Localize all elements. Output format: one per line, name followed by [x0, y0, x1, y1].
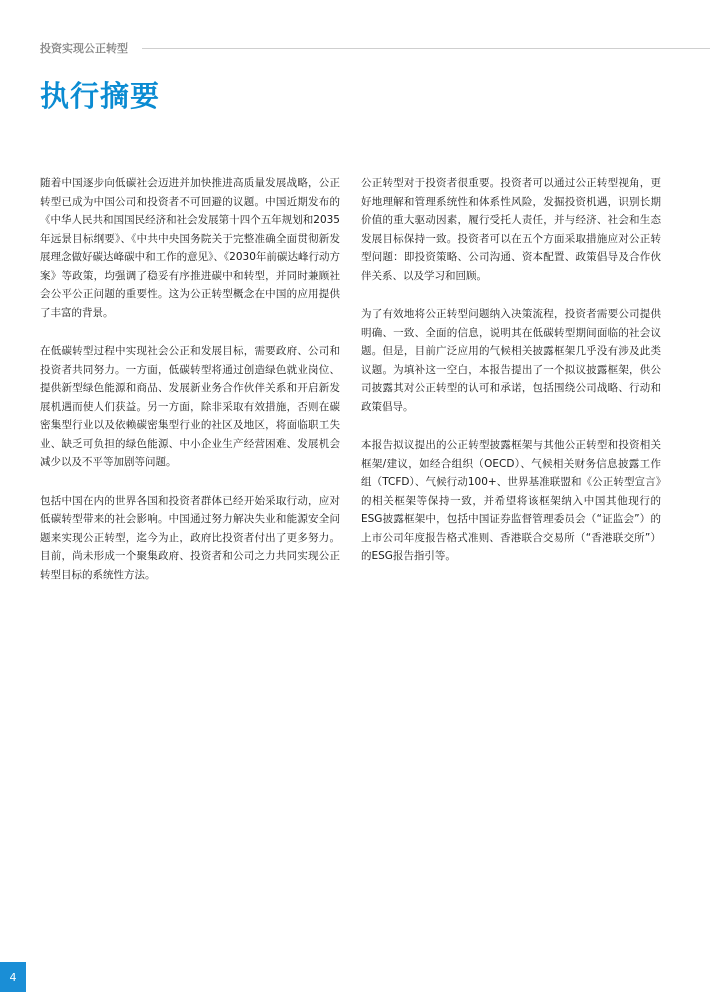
header-divider [142, 48, 710, 49]
running-header [40, 40, 710, 56]
paragraph: 公正转型对于投资者很重要。投资者可以通过公正转型视角，更好地理解和管理系统性和体系性风险，发掘投资机遇，识别长期价值的重大驱动因素，履行受托人责任，并与经济、社会和生态发展目标保持一致。投资者可以在五个方面采取措施应对公正转型问题：即投资策略、公司沟通、资本配置、政策倡导及合作伙伴关系、以及学习和回顾。 [361, 177, 661, 282]
paragraph: 在低碳转型过程中实现社会公正和发展目标，需要政府、公司和投资者共同努力。一方面，低碳转型将通过创造绿色就业岗位、提供新型绿色能源和商品、发展新业务合作伙伴关系和开启新发展机遇而使人们获益。另一方面，除非采取有效措施，否则在碳密集型行业以及依赖碳密集型行业的社区及地区，将面临职工失业、缺乏可负担的绿色能源、中小企业生产经营困难、发展机会减少以及不平等加剧等问题。 [40, 345, 340, 468]
paragraph: 本报告拟议提出的公正转型披露框架与其他公正转型和投资相关框架/建议，如经合组织（OECD）、气候相关财务信息披露工作组（TCFD）、气候行动100+、世界基准联盟和《公正转型宣言》的相关框架等保持一致，并希望将该框架纳入中国其他现行的ESG披露框架中，包括中国证券监督管理委员会（“证监会”）的上市公司年度报告格式准则、香港联合交易所（“香港联交所”）的ESG报告指引等。 [361, 439, 661, 562]
right-column [361, 174, 661, 586]
running-header-title: 投资实现公正转型 [40, 42, 128, 55]
page-title: 执行摘要 [40, 79, 161, 113]
page-number: 4 [0, 962, 26, 992]
paragraph: 为了有效地将公正转型问题纳入决策流程，投资者需要公司提供明确、一致、全面的信息，说明其在低碳转型期间面临的社会议题。但是，目前广泛应用的气候相关披露框架几乎没有涉及此类议题。为填补这一空白，本报告提出了一个拟议披露框架，供公司披露其对公正转型的认可和承诺，包括围绕公司战略、行动和政策倡导。 [361, 308, 661, 413]
paragraph: 随着中国逐步向低碳社会迈进并加快推进高质量发展战略，公正转型已成为中国公司和投资者不可回避的议题。中国近期发布的《中华人民共和国国民经济和社会发展第十四个五年规划和2035年远景目标纲要》、《中共中央国务院关于完整准确全面贯彻新发展理念做好碳达峰碳中和工作的意见》、《2030年前碳达峰行动方案》等政策，均强调了稳妥有序推进碳中和转型，并同时兼顾社会公平公正问题的重要性。这为公正转型概念在中国的应用提供了丰富的背景。 [40, 177, 340, 319]
paragraph: 包括中国在内的世界各国和投资者群体已经开始采取行动，应对低碳转型带来的社会影响。中国通过努力解决失业和能源安全问题来实现公正转型，迄今为止，政府比投资者付出了更多努力。目前，尚未形成一个聚集政府、投资者和公司之力共同实现公正转型目标的系统性方法。 [40, 494, 340, 581]
left-column [40, 174, 340, 604]
